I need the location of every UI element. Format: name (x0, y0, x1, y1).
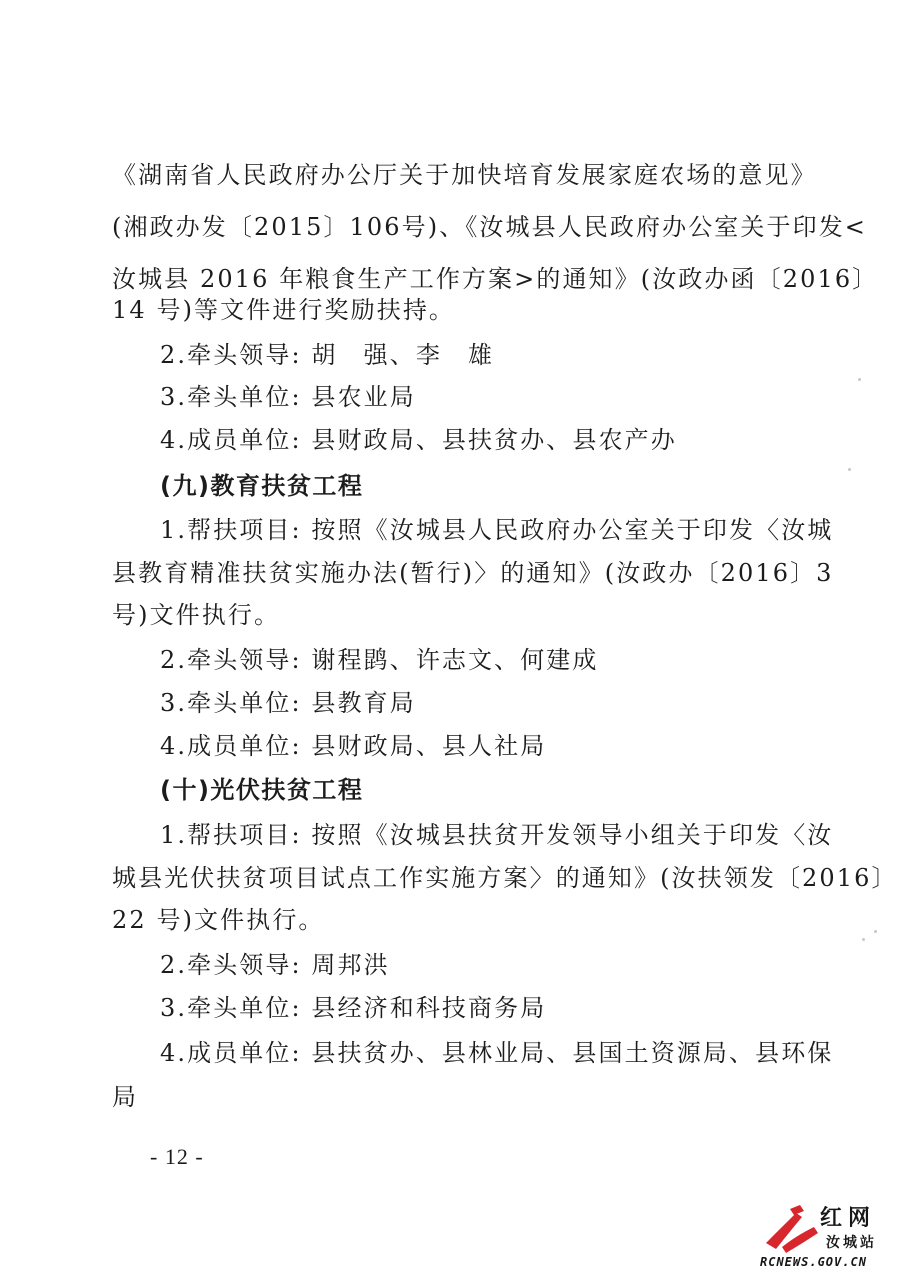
watermark (750, 1195, 900, 1275)
member-units-line: 4.成员单位: 县财政局、县扶贫办、县农产办 (160, 426, 677, 454)
text-line: 号)文件执行。 (112, 601, 281, 629)
text-line: 城县光伏扶贫项目试点工作实施方案〉的通知》(汝扶领发〔2016〕 (112, 864, 898, 892)
member-units-line: 4.成员单位: 县财政局、县人社局 (160, 732, 547, 760)
lead-leader-line: 2.牵头领导: 周邦洪 (160, 951, 390, 979)
scan-speck (862, 938, 865, 941)
text-line: 22 号)文件执行。 (112, 906, 325, 934)
logo-brush-stroke (790, 1205, 804, 1215)
lead-unit-line: 3.牵头单位: 县教育局 (160, 689, 416, 717)
text-line: (湘政办发〔2015〕106号)、《汝城县人民政府办公室关于印发< (112, 213, 868, 241)
lead-leader-line: 2.牵头领导: 胡 强、李 雄 (160, 341, 495, 369)
text-line: 局 (112, 1083, 139, 1111)
lead-leader-line: 2.牵头领导: 谢程鹍、许志文、何建成 (160, 646, 599, 674)
section-heading: (十)光伏扶贫工程 (160, 776, 364, 804)
text-line: 14 号)等文件进行奖励扶持。 (112, 296, 456, 324)
watermark-station: 汝城站 (826, 1235, 877, 1251)
lead-unit-line: 3.牵头单位: 县经济和科技商务局 (160, 994, 547, 1022)
text-line: 《湖南省人民政府办公厅关于加快培育发展家庭农场的意见》 (112, 161, 817, 189)
watermark-url: RCNEWS.GOV.CN (760, 1255, 867, 1269)
text-line: 县教育精准扶贫实施办法(暂行)〉的通知》(汝政办〔2016〕3 (112, 559, 834, 587)
member-units-line: 4.成员单位: 县扶贫办、县林业局、县国土资源局、县环保 (160, 1039, 834, 1067)
text-line: 汝城县 2016 年粮食生产工作方案>的通知》(汝政办函〔2016〕 (112, 265, 879, 293)
watermark-title: 红网 (820, 1206, 877, 1231)
text-line: 1.帮扶项目: 按照《汝城县人民政府办公室关于印发〈汝城 (160, 516, 834, 544)
section-heading: (九)教育扶贫工程 (160, 472, 364, 500)
page-number: - 12 - (150, 1144, 204, 1169)
scan-speck (874, 930, 877, 933)
scan-speck (848, 468, 851, 471)
rednet-logo-icon (762, 1203, 822, 1255)
lead-unit-line: 3.牵头单位: 县农业局 (160, 383, 416, 411)
scan-speck (858, 378, 861, 381)
text-line: 1.帮扶项目: 按照《汝城县扶贫开发领导小组关于印发〈汝 (160, 821, 834, 849)
